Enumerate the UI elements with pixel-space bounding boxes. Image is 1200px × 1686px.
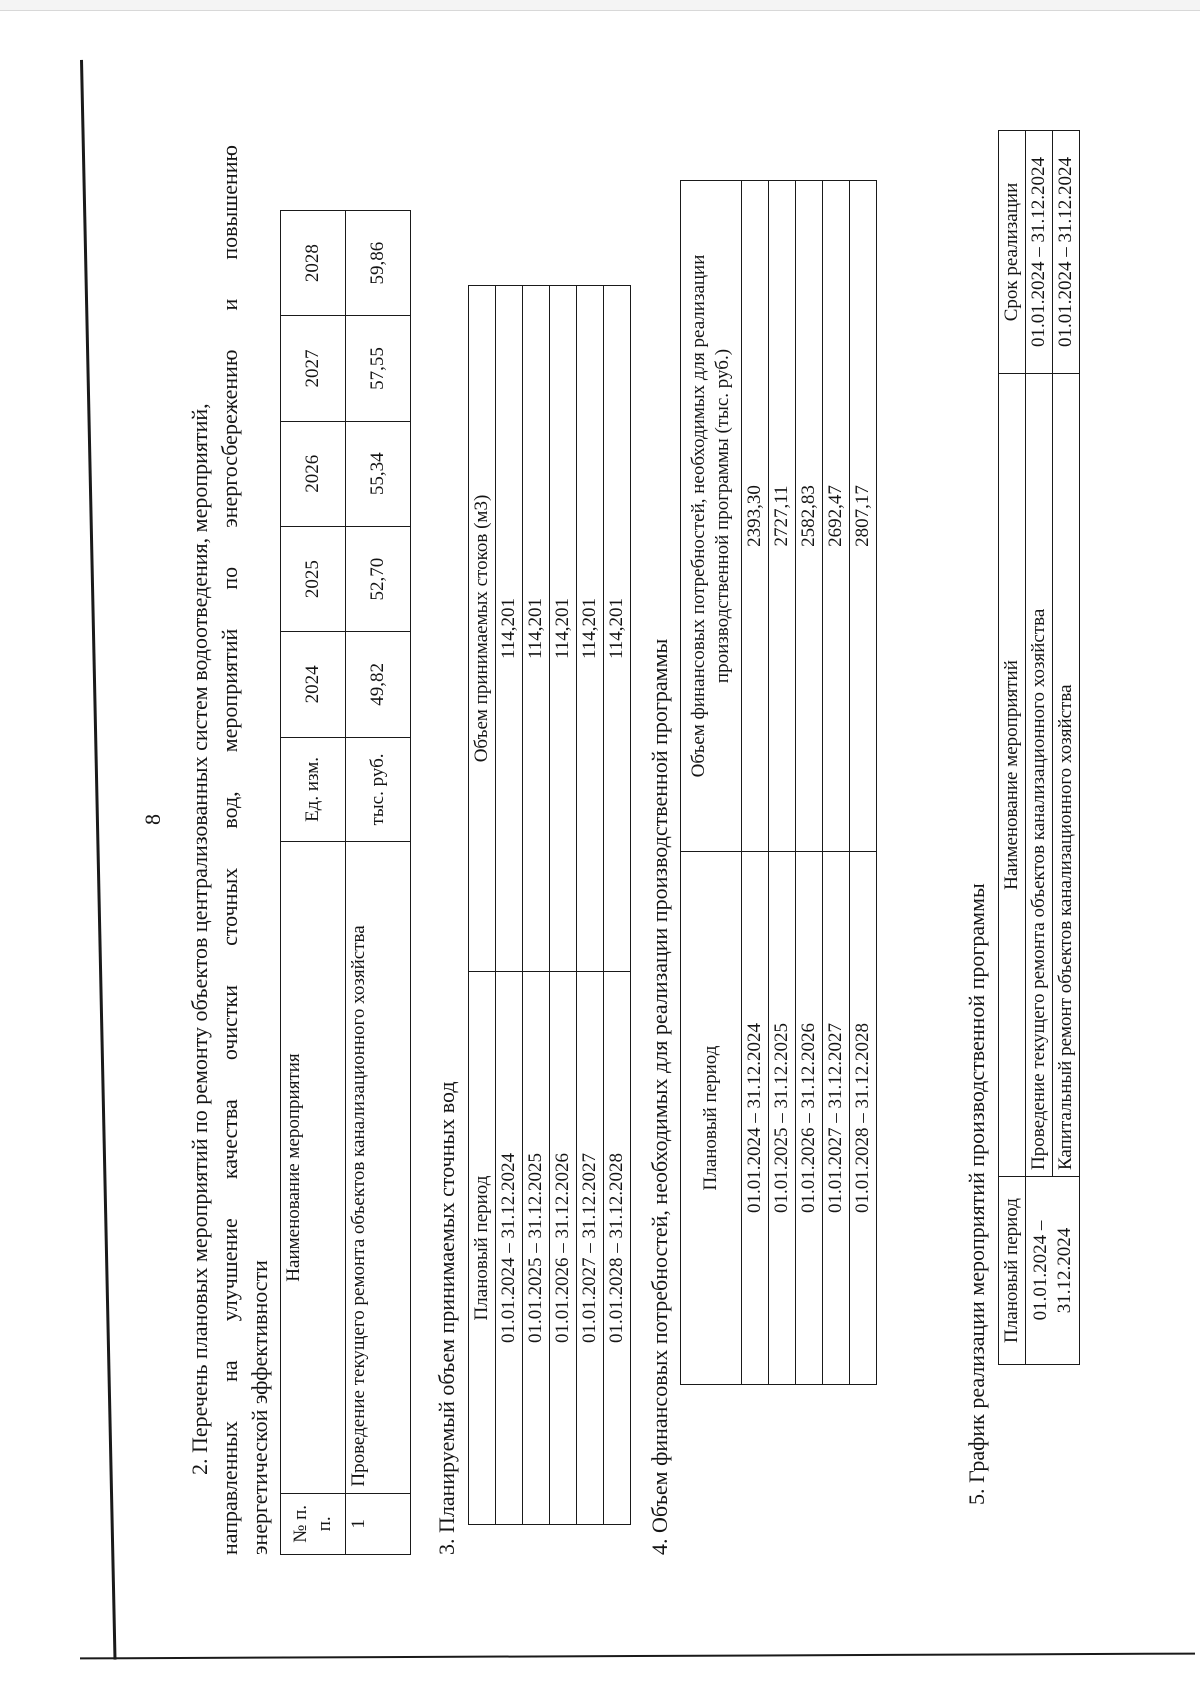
header-volume: Объем принимаемых стоков (м3): [469, 286, 496, 972]
section4-title: 4. Объем финансовых потребностей, необходимых для реализации производственной программы: [647, 638, 672, 1555]
header-2026: 2026: [281, 421, 346, 526]
cell-amount: 2692,47: [823, 181, 850, 852]
cell-num: 1: [346, 1493, 411, 1554]
cell-period: 01.01.2028 – 31.12.2028: [604, 972, 631, 1525]
table-row: [742, 181, 769, 1385]
table-row: [577, 286, 604, 1525]
cell-unit: тыс. руб.: [346, 737, 411, 842]
cell-volume: 114,201: [604, 286, 631, 972]
section2-title-line1: 2. Перечень плановых мероприятий по ремонту объектов централизованных систем водоотведения, мероприятий,: [187, 403, 212, 1475]
section2-title-line2: направленных на улучшение качества очистки сточных вод, мероприятий по энергосбережению и повышению: [217, 145, 242, 1555]
cell-2025: 52,70: [346, 526, 411, 631]
table-header-row: [681, 181, 742, 1385]
table-row: [346, 211, 411, 1555]
table-row: [604, 286, 631, 1525]
table-row: [796, 181, 823, 1385]
cell-amount: 2807,17: [850, 181, 877, 852]
table-header-row: [999, 131, 1026, 1365]
header-2025: 2025: [281, 526, 346, 631]
section2-title-line3: энергетической эффективности: [247, 1260, 272, 1555]
cell-term: 01.01.2024 – 31.12.2024: [1053, 131, 1080, 374]
table-header-row: [469, 286, 496, 1525]
table-row: [850, 181, 877, 1385]
header-name: Наименование мероприятий: [999, 374, 1026, 1177]
paper-edge-bottom: [80, 1653, 1195, 1660]
table-row: [496, 286, 523, 1525]
cell-period: 01.01.2027 – 31.12.2027: [823, 852, 850, 1385]
table-row: [1026, 131, 1053, 1365]
cell-2026: 55,34: [346, 421, 411, 526]
cell-volume: 114,201: [523, 286, 550, 972]
cell-2028: 59,86: [346, 211, 411, 316]
cell-period: 01.01.2024 – 31.12.2024: [1026, 1177, 1080, 1365]
header-amount: Объем финансовых потребностей, необходимых для реализации производственной программы (тыс. руб.): [681, 181, 742, 852]
header-2024: 2024: [281, 632, 346, 737]
cell-period: 01.01.2026 – 31.12.2026: [796, 852, 823, 1385]
header-period: Плановый период: [999, 1177, 1026, 1365]
section5-title: 5. График реализации мероприятий производственной программы: [964, 883, 989, 1505]
table-header-row: [281, 211, 346, 1555]
section3-title: 3. Планируемый объем принимаемых сточных вод: [434, 1081, 459, 1555]
paper-edge-left: [80, 60, 117, 1660]
cell-period: 01.01.2028 – 31.12.2028: [850, 852, 877, 1385]
cell-name: Капитальный ремонт объектов канализационного хозяйства: [1053, 374, 1080, 1177]
cell-period: 01.01.2025 – 31.12.2025: [769, 852, 796, 1385]
cell-amount: 2393,30: [742, 181, 769, 852]
header-2028: 2028: [281, 211, 346, 316]
scan-edge: [0, 0, 1200, 11]
table-row: [523, 286, 550, 1525]
section2-table: [280, 210, 411, 1555]
table-row: [769, 181, 796, 1385]
header-unit: Ед. изм.: [281, 737, 346, 842]
cell-2027: 57,55: [346, 316, 411, 421]
header-period: Плановый период: [469, 972, 496, 1525]
table-row: [550, 286, 577, 1525]
header-2027: 2027: [281, 316, 346, 421]
cell-name: Проведение текущего ремонта объектов канализационного хозяйства: [1026, 374, 1053, 1177]
cell-term: 01.01.2024 – 31.12.2024: [1026, 131, 1053, 374]
cell-period: 01.01.2026 – 31.12.2026: [550, 972, 577, 1525]
cell-name: Проведение текущего ремонта объектов канализационного хозяйства: [346, 842, 411, 1493]
header-period: Плановый период: [681, 852, 742, 1385]
section4-table: [680, 180, 877, 1385]
page-number: 8: [140, 814, 165, 825]
header-num: № п. п.: [281, 1493, 346, 1554]
cell-volume: 114,201: [577, 286, 604, 972]
cell-period: 01.01.2024 – 31.12.2024: [742, 852, 769, 1385]
rotated-document-page: [130, 50, 1140, 1580]
cell-amount: 2582,83: [796, 181, 823, 852]
cell-volume: 114,201: [496, 286, 523, 972]
cell-amount: 2727,11: [769, 181, 796, 852]
table-row: [823, 181, 850, 1385]
cell-period: 01.01.2025 – 31.12.2025: [523, 972, 550, 1525]
section3-table: [468, 285, 631, 1525]
header-term: Срок реализации: [999, 131, 1026, 374]
section5-table: [998, 130, 1080, 1365]
header-name: Наименование мероприятия: [281, 842, 346, 1493]
cell-period: 01.01.2024 – 31.12.2024: [496, 972, 523, 1525]
cell-period: 01.01.2027 – 31.12.2027: [577, 972, 604, 1525]
cell-2024: 49,82: [346, 632, 411, 737]
cell-volume: 114,201: [550, 286, 577, 972]
